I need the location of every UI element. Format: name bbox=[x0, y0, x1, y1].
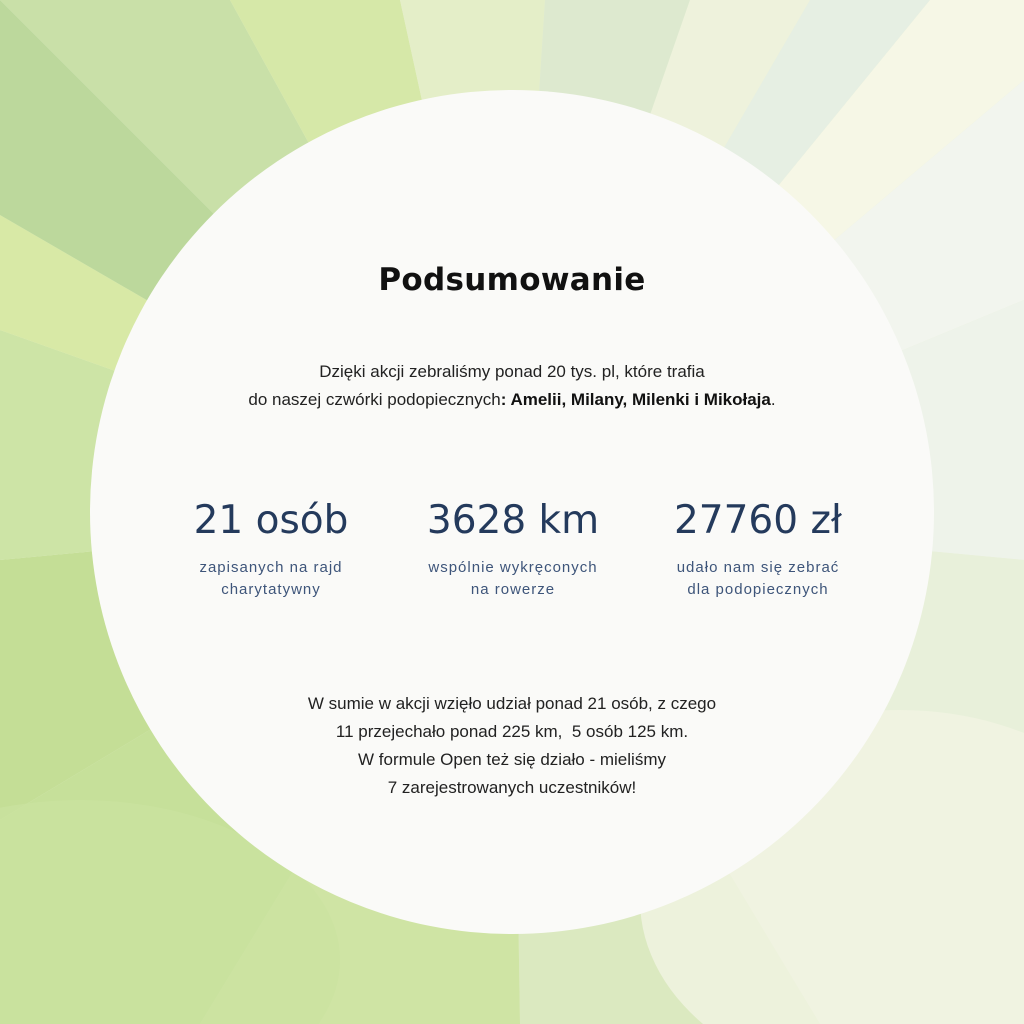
stat-value: 21 osób bbox=[193, 498, 349, 543]
stat-participants bbox=[146, 495, 396, 601]
page-title: Podsumowanie bbox=[378, 262, 646, 298]
summary-line-4: 7 zarejestrowanych uczestników! bbox=[387, 778, 637, 797]
intro-line-2 bbox=[150, 386, 874, 414]
stat-caption-line: charytatywny bbox=[221, 581, 321, 598]
intro-line-2-suffix: . bbox=[770, 390, 776, 409]
stat-caption-line: zapisanych na rajd bbox=[199, 559, 343, 576]
stat-caption-line: udało nam się zebrać bbox=[676, 559, 840, 576]
intro-text bbox=[150, 358, 874, 414]
stat-caption bbox=[633, 557, 883, 601]
stat-value: 3628 km bbox=[426, 498, 600, 543]
stat-caption-line: dla podopiecznych bbox=[687, 581, 829, 598]
stat-value: 27760 zł bbox=[673, 498, 843, 543]
stat-caption bbox=[388, 557, 638, 601]
summary-line-1: W sumie w akcji wzięło udział ponad 21 osób, z czego bbox=[307, 694, 717, 713]
stat-caption-line: wspólnie wykręconych bbox=[428, 559, 598, 576]
beneficiaries-names: : Amelii, Milany, Milenki i Mikołaja bbox=[500, 390, 771, 409]
summary-line-2: 11 przejechało ponad 225 km, 5 osób 125 km. bbox=[335, 722, 689, 741]
intro-line-2-prefix: do naszej czwórki podopiecznych bbox=[248, 390, 501, 409]
stat-caption bbox=[146, 557, 396, 601]
summary-line-3: W formule Open też się działo - mieliśmy bbox=[358, 750, 666, 769]
stat-distance bbox=[388, 495, 638, 601]
stat-caption-line: na rowerze bbox=[470, 581, 556, 598]
summary-text bbox=[150, 690, 874, 802]
stat-amount bbox=[633, 495, 883, 601]
intro-line-1: Dzięki akcji zebraliśmy ponad 20 tys. pl, które trafia bbox=[319, 362, 705, 381]
